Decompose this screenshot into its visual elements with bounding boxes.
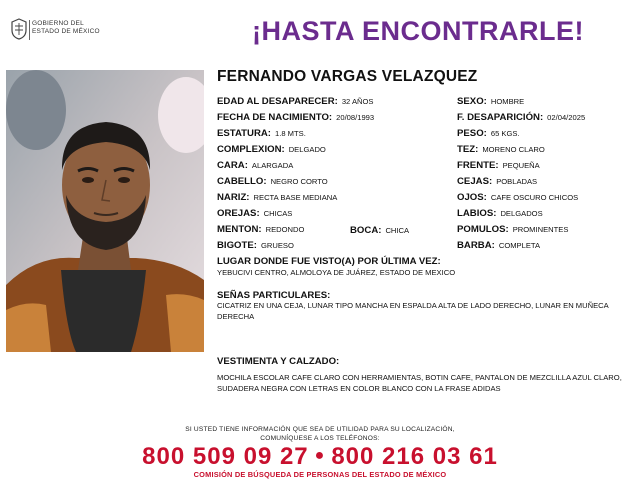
field-face: CARA: ALARGADA <box>217 160 294 171</box>
clothing-title: VESTIMENTA Y CALZADO: <box>217 356 340 367</box>
field-hair: CABELLO: NEGRO CORTO <box>217 176 328 187</box>
marks-title: SEÑAS PARTICULARES: <box>217 290 331 301</box>
field-disappearance-date: F. DESAPARICIÓN: 02/04/2025 <box>457 112 586 123</box>
field-complexion: TEZ: MORENO CLARO <box>457 144 545 155</box>
contact-note <box>0 425 640 443</box>
last-seen-title: LUGAR DONDE FUE VISTO(A) POR ÚLTIMA VEZ: <box>217 256 441 267</box>
field-build: COMPLEXION: DELGADO <box>217 144 326 155</box>
field-chin: MENTON: REDONDO <box>217 224 305 235</box>
field-birthdate: FECHA DE NACIMIENTO: 20/08/1993 <box>217 112 375 123</box>
person-name: FERNANDO VARGAS VELAZQUEZ <box>217 68 478 85</box>
government-logo <box>10 14 120 46</box>
field-age: EDAD AL DESAPARECER: 32 AÑOS <box>217 96 374 107</box>
field-lips: LABIOS: DELGADOS <box>457 208 543 219</box>
field-mustache: BIGOTE: GRUESO <box>217 240 294 251</box>
commission-name: COMISIÓN DE BÚSQUEDA DE PERSONAS DEL ESTADO DE MÉXICO <box>193 470 447 479</box>
field-forehead: FRENTE: PEQUEÑA <box>457 160 540 171</box>
separator-dot-icon: ● <box>314 447 326 464</box>
phone-numbers <box>0 443 640 471</box>
field-eyebrows: CEJAS: POBLADAS <box>457 176 538 187</box>
contact-note-line-2: COMUNÍQUESE A LOS TELÉFONOS: <box>260 435 380 442</box>
logo-line-1: GOBIERNO DEL <box>32 20 84 27</box>
banner-title: ¡HASTA ENCONTRARLE! <box>252 16 584 46</box>
clothing-text: MOCHILA ESCOLAR CAFE CLARO CON HERRAMIENTAS, BOTIN CAFE, PANTALON DE MEZCLILLA AZUL CLARO, SUDADERA NEGRA CON LETRAS EN COLOR BLANCO CON LA FRASE ADIDAS <box>217 373 622 393</box>
field-ears: OREJAS: CHICAS <box>217 208 293 219</box>
field-nose: NARIZ: RECTA BASE MEDIANA <box>217 192 338 203</box>
person-photo <box>6 70 204 352</box>
field-height: ESTATURA: 1.8 MTS. <box>217 128 306 139</box>
phone-number-2[interactable]: 800 216 03 61 <box>331 443 498 470</box>
logo-line-2: ESTADO DE MÉXICO <box>32 28 100 35</box>
coat-of-arms-icon <box>10 18 28 40</box>
field-beard: BARBA: COMPLETA <box>457 240 541 251</box>
field-weight: PESO: 65 KGS. <box>457 128 520 139</box>
field-eyes: OJOS: CAFE OSCURO CHICOS <box>457 192 579 203</box>
last-seen-text: YEBUCIVI CENTRO, ALMOLOYA DE JUÁREZ, ESTADO DE MEXICO <box>217 268 456 277</box>
field-cheekbones: POMULOS: PROMINENTES <box>457 224 569 235</box>
contact-note-line-1: SI USTED TIENE INFORMACIÓN QUE SEA DE UTILIDAD PARA SU LOCALIZACIÓN, <box>185 426 455 433</box>
phone-number-1[interactable]: 800 509 09 27 <box>142 443 309 470</box>
marks-text: CICATRIZ EN UNA CEJA, LUNAR TIPO MANCHA EN ESPALDA ALTA DE LADO DERECHO, LUNAR EN MUÑECA DERECHA <box>217 301 609 321</box>
field-sex: SEXO: HOMBRE <box>457 96 525 107</box>
field-mouth: BOCA: CHICA <box>350 225 410 236</box>
